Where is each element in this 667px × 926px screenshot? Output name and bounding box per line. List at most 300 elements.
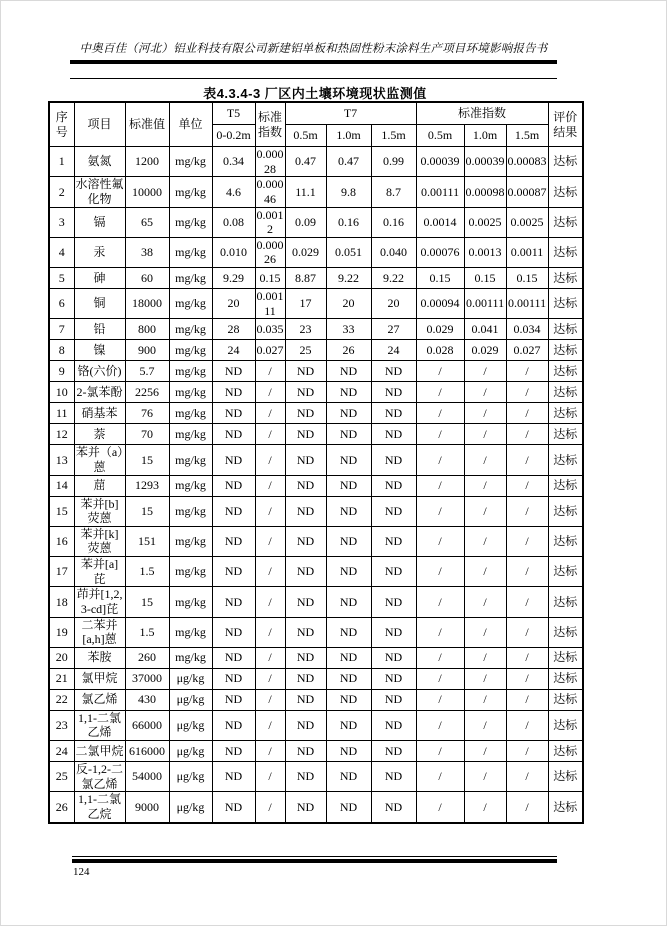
cell-idx_10: 0.00039 [464, 147, 506, 177]
cell-t5_idx: / [255, 668, 285, 689]
cell-t7_05: ND [285, 526, 326, 556]
cell-std: 1200 [125, 147, 169, 177]
cell-idx_15: / [506, 762, 548, 792]
cell-no: 11 [49, 403, 74, 424]
cell-t5_idx: 0.00028 [256, 147, 284, 176]
table-row [49, 445, 583, 475]
cell-idx_15: / [506, 496, 548, 526]
table-row [49, 268, 583, 289]
cell-item: 水溶性氟化物 [75, 177, 124, 206]
cell-t7_10: ND [326, 587, 371, 617]
table-row [49, 340, 583, 361]
cell-idx_15: / [506, 475, 548, 496]
cell-no: 26 [49, 792, 74, 823]
col-header-t7-05: 0.5m [285, 125, 326, 147]
cell-idx_05: 0.00094 [416, 289, 464, 319]
cell-t7_10: ND [326, 445, 371, 475]
cell-unit: mg/kg [169, 445, 212, 475]
cell-result: 达标 [548, 207, 583, 237]
cell-result: 达标 [548, 496, 583, 526]
cell-idx_05: 0.029 [416, 319, 464, 340]
table-row [49, 710, 583, 740]
cell-item: 砷 [74, 268, 125, 289]
cell-unit: mg/kg [169, 207, 212, 237]
cell-t5_idx: 0.035 [255, 319, 285, 340]
cell-t7_10: 0.051 [326, 237, 371, 267]
cell-std: 1.5 [125, 617, 169, 647]
cell-no: 23 [49, 710, 74, 740]
cell-t5_idx: 0.0012 [256, 207, 284, 237]
cell-result: 达标 [548, 382, 583, 403]
cell-t7_05: ND [285, 403, 326, 424]
cell-t7_05: 11.1 [285, 177, 326, 207]
cell-unit: mg/kg [169, 617, 212, 647]
cell-t5: ND [212, 445, 255, 475]
cell-result: 达标 [548, 403, 583, 424]
cell-idx_15: 0.034 [506, 319, 548, 340]
cell-idx_05: 0.00111 [416, 177, 464, 207]
cell-result: 达标 [548, 177, 583, 207]
cell-no: 9 [49, 361, 74, 382]
cell-item: 苯胺 [74, 647, 125, 668]
cell-item: 二苯并[a,h]蒽 [74, 617, 125, 647]
cell-t5: 24 [212, 340, 255, 361]
cell-no: 25 [49, 762, 74, 792]
cell-t5_idx: / [255, 496, 285, 526]
cell-idx_05: 0.0014 [416, 207, 464, 237]
cell-idx_15: 0.027 [506, 340, 548, 361]
cell-std: 65 [125, 207, 169, 237]
cell-t7_15: ND [371, 557, 416, 587]
cell-no: 15 [49, 496, 74, 526]
cell-t7_15: ND [371, 445, 416, 475]
cell-result: 达标 [548, 147, 583, 177]
cell-std: 15 [125, 587, 169, 617]
cell-t5: ND [212, 496, 255, 526]
cell-idx_15: / [506, 424, 548, 445]
cell-std: 15 [125, 445, 169, 475]
cell-result: 达标 [548, 526, 583, 556]
col-header-t5-depth: 0-0.2m [212, 125, 255, 147]
cell-no: 14 [49, 475, 74, 496]
cell-t7_15: ND [371, 587, 416, 617]
cell-result: 达标 [548, 289, 583, 319]
table-row [49, 361, 583, 382]
cell-idx_10: 0.15 [464, 268, 506, 289]
col-header-t7-10: 1.0m [326, 125, 371, 147]
cell-t5_idx: / [255, 710, 285, 740]
cell-t7_10: 26 [326, 340, 371, 361]
cell-idx_15: / [506, 382, 548, 403]
cell-idx_10: / [464, 587, 506, 617]
cell-no: 6 [49, 289, 74, 319]
table-row [49, 496, 583, 526]
table-head [49, 102, 583, 147]
table-row [49, 526, 583, 556]
cell-result: 达标 [548, 268, 583, 289]
cell-t5: 20 [212, 289, 255, 319]
cell-idx_05: 0.15 [416, 268, 464, 289]
cell-std: 70 [125, 424, 169, 445]
cell-idx_05: / [416, 403, 464, 424]
cell-idx_15: 0.00111 [506, 289, 548, 319]
cell-no: 21 [49, 668, 74, 689]
cell-t5: ND [212, 792, 255, 823]
cell-no: 5 [49, 268, 74, 289]
cell-no: 1 [49, 147, 74, 177]
cell-idx_10: / [464, 424, 506, 445]
cell-unit: μg/kg [169, 668, 212, 689]
cell-no: 20 [49, 647, 74, 668]
cell-item: 氯乙烯 [74, 689, 125, 710]
cell-t7_15: ND [371, 526, 416, 556]
cell-t7_10: ND [326, 689, 371, 710]
cell-no: 2 [49, 177, 74, 207]
cell-result: 达标 [548, 361, 583, 382]
cell-idx_15: / [506, 557, 548, 587]
cell-t7_15: ND [371, 475, 416, 496]
table-row [49, 617, 583, 647]
col-header-idx-05: 0.5m [416, 125, 464, 147]
cell-t7_15: 0.99 [371, 147, 416, 177]
cell-result: 达标 [548, 689, 583, 710]
cell-unit: mg/kg [169, 557, 212, 587]
cell-no: 12 [49, 424, 74, 445]
cell-t5: 9.29 [212, 268, 255, 289]
cell-t5_idx: / [255, 445, 285, 475]
cell-idx_10: / [464, 647, 506, 668]
cell-idx_05: / [416, 361, 464, 382]
cell-t5_idx: / [255, 792, 285, 823]
cell-idx_15: 0.15 [506, 268, 548, 289]
cell-idx_05: / [416, 668, 464, 689]
cell-t5_idx: / [255, 424, 285, 445]
header-row-1 [49, 102, 583, 125]
cell-t5: ND [212, 668, 255, 689]
cell-std: 900 [125, 340, 169, 361]
cell-t7_05: ND [285, 741, 326, 762]
cell-t7_05: ND [285, 617, 326, 647]
cell-t7_05: 8.87 [285, 268, 326, 289]
cell-idx_05: / [416, 617, 464, 647]
cell-std: 9000 [125, 792, 169, 823]
cell-t7_05: ND [285, 382, 326, 403]
cell-t7_05: 25 [285, 340, 326, 361]
cell-result: 达标 [548, 792, 583, 823]
cell-unit: mg/kg [169, 340, 212, 361]
cell-t7_10: 9.8 [326, 177, 371, 207]
cell-idx_15: 0.00087 [506, 177, 548, 207]
table-row [49, 647, 583, 668]
cell-t7_10: ND [326, 647, 371, 668]
cell-std: 10000 [125, 177, 169, 207]
cell-t7_05: ND [285, 424, 326, 445]
col-header-standard-index-t5: 标准指数 [255, 102, 285, 147]
cell-t7_05: ND [285, 668, 326, 689]
cell-std: 38 [125, 237, 169, 267]
cell-idx_10: / [464, 445, 506, 475]
table-row [49, 147, 583, 177]
cell-t5_idx: / [255, 617, 285, 647]
cell-t7_15: 8.7 [371, 177, 416, 207]
cell-t7_05: ND [285, 689, 326, 710]
cell-result: 达标 [548, 647, 583, 668]
table-row [49, 207, 583, 237]
cell-item: 萘 [74, 424, 125, 445]
table-row [49, 668, 583, 689]
cell-std: 616000 [125, 741, 169, 762]
cell-item: 1,1-二氯乙烷 [74, 792, 125, 823]
cell-no: 13 [49, 445, 74, 475]
cell-unit: mg/kg [169, 496, 212, 526]
cell-idx_10: / [464, 617, 506, 647]
cell-t7_10: ND [326, 526, 371, 556]
cell-t7_15: 24 [371, 340, 416, 361]
cell-idx_05: / [416, 792, 464, 823]
cell-idx_05: / [416, 382, 464, 403]
cell-item: 二氯甲烷 [74, 741, 125, 762]
header-rule-thick [70, 60, 557, 64]
cell-std: 1293 [125, 475, 169, 496]
cell-idx_15: / [506, 361, 548, 382]
cell-result: 达标 [548, 557, 583, 587]
cell-item: 反-1,2-二氯乙烯 [76, 762, 123, 791]
cell-std: 151 [125, 526, 169, 556]
cell-t5_idx: / [255, 403, 285, 424]
table-row [49, 424, 583, 445]
table-row [49, 557, 583, 587]
cell-result: 达标 [548, 319, 583, 340]
cell-no: 17 [49, 557, 74, 587]
cell-no: 24 [49, 741, 74, 762]
cell-unit: mg/kg [169, 361, 212, 382]
cell-t7_10: ND [326, 741, 371, 762]
cell-item: 氨氮 [74, 147, 125, 177]
cell-idx_15: / [506, 403, 548, 424]
cell-t7_10: ND [326, 710, 371, 740]
cell-t7_10: ND [326, 557, 371, 587]
cell-t5_idx: / [255, 741, 285, 762]
cell-result: 达标 [548, 475, 583, 496]
cell-no: 8 [49, 340, 74, 361]
cell-t5: ND [212, 617, 255, 647]
cell-no: 18 [49, 587, 74, 617]
cell-unit: mg/kg [169, 289, 212, 319]
cell-idx_10: / [464, 403, 506, 424]
cell-item: 1,1-二氯乙烯 [74, 710, 125, 740]
cell-idx_05: / [416, 647, 464, 668]
table-title: 表4.3.4-3 厂区内土壤环境现状监测值 [203, 86, 427, 101]
cell-idx_05: 0.028 [416, 340, 464, 361]
cell-t5_idx: / [255, 382, 285, 403]
cell-t7_05: ND [285, 496, 326, 526]
cell-item: 汞 [74, 237, 125, 267]
cell-idx_10: / [464, 792, 506, 823]
cell-unit: μg/kg [169, 792, 212, 823]
cell-result: 达标 [548, 710, 583, 740]
cell-t5: 0.34 [212, 147, 255, 177]
cell-t5_idx: / [255, 689, 285, 710]
cell-result: 达标 [548, 340, 583, 361]
col-header-t7: T7 [285, 102, 416, 125]
cell-t7_15: ND [371, 403, 416, 424]
footer-rule-thick [72, 859, 557, 863]
cell-std: 76 [125, 403, 169, 424]
cell-idx_05: / [416, 741, 464, 762]
col-header-unit: 单位 [169, 102, 212, 147]
cell-t5_idx: / [255, 361, 285, 382]
cell-item: 硝基苯 [74, 403, 125, 424]
cell-t7_05: ND [285, 587, 326, 617]
cell-t7_10: ND [326, 792, 371, 823]
cell-t7_15: ND [371, 689, 416, 710]
cell-t5: ND [212, 710, 255, 740]
cell-result: 达标 [548, 762, 583, 792]
cell-idx_10: / [464, 496, 506, 526]
cell-unit: mg/kg [169, 526, 212, 556]
cell-t5_idx: / [255, 557, 285, 587]
cell-t7_10: 9.22 [326, 268, 371, 289]
cell-item: 镉 [74, 207, 125, 237]
cell-std: 37000 [125, 668, 169, 689]
cell-item: 苯并[a]芘 [74, 557, 125, 587]
cell-unit: μg/kg [169, 689, 212, 710]
col-header-no: 序号 [49, 102, 74, 147]
cell-std: 54000 [125, 762, 169, 792]
cell-no: 22 [49, 689, 74, 710]
cell-idx_10: / [464, 762, 506, 792]
cell-std: 60 [125, 268, 169, 289]
cell-idx_05: / [416, 557, 464, 587]
cell-result: 达标 [548, 237, 583, 267]
cell-t7_15: ND [371, 424, 416, 445]
cell-t5: ND [212, 424, 255, 445]
cell-no: 3 [49, 207, 74, 237]
cell-t5_idx: 0.00111 [256, 289, 284, 318]
cell-t7_10: 0.16 [326, 207, 371, 237]
cell-item: 铬(六价) [74, 361, 125, 382]
cell-t5_idx: / [255, 526, 285, 556]
cell-idx_05: / [416, 445, 464, 475]
cell-t7_10: 20 [326, 289, 371, 319]
cell-item: 氯甲烷 [74, 668, 125, 689]
cell-result: 达标 [548, 668, 583, 689]
cell-t5_idx: 0.027 [255, 340, 285, 361]
footer-rule-thin [72, 856, 557, 857]
cell-t7_05: ND [285, 361, 326, 382]
cell-idx_15: / [506, 668, 548, 689]
cell-t7_15: ND [371, 361, 416, 382]
cell-t7_15: ND [371, 496, 416, 526]
cell-unit: mg/kg [169, 424, 212, 445]
document-header-text: 中奥百佳（河北）铝业科技有限公司新建铝单板和热固性粉末涂料生产项目环境影响报告书 [79, 43, 548, 55]
cell-idx_15: / [506, 689, 548, 710]
cell-no: 10 [49, 382, 74, 403]
table-row [49, 382, 583, 403]
cell-idx_05: 0.00039 [416, 147, 464, 177]
cell-t7_10: ND [326, 382, 371, 403]
cell-t5: 4.6 [212, 177, 255, 207]
table-body [49, 147, 583, 823]
cell-idx_10: / [464, 668, 506, 689]
page-number: 124 [73, 866, 90, 878]
cell-t7_05: ND [285, 445, 326, 475]
cell-std: 1.5 [125, 557, 169, 587]
cell-t7_10: ND [326, 762, 371, 792]
cell-item: 苯并（a）蒽 [75, 445, 124, 474]
cell-t7_05: 23 [285, 319, 326, 340]
cell-idx_10: 0.029 [464, 340, 506, 361]
cell-idx_05: / [416, 496, 464, 526]
col-header-standard-index-t7: 标准指数 [416, 102, 548, 125]
cell-idx_10: / [464, 475, 506, 496]
cell-t7_05: ND [285, 710, 326, 740]
cell-t7_15: 9.22 [371, 268, 416, 289]
cell-idx_15: / [506, 710, 548, 740]
cell-t5_idx: / [255, 647, 285, 668]
cell-unit: mg/kg [169, 587, 212, 617]
cell-unit: μg/kg [169, 741, 212, 762]
cell-t7_15: 0.16 [371, 207, 416, 237]
cell-item: 䓛 [74, 475, 125, 496]
cell-t7_15: ND [371, 792, 416, 823]
col-header-item: 项目 [74, 102, 125, 147]
cell-idx_15: / [506, 587, 548, 617]
cell-t7_10: 33 [326, 319, 371, 340]
cell-idx_15: / [506, 617, 548, 647]
cell-t5: ND [212, 741, 255, 762]
col-header-result: 评价结果 [548, 102, 583, 147]
cell-t7_15: 27 [371, 319, 416, 340]
cell-result: 达标 [548, 424, 583, 445]
cell-item: 2-氯苯酚 [74, 382, 125, 403]
cell-idx_10: / [464, 526, 506, 556]
cell-t5_idx: / [255, 475, 285, 496]
cell-item: 铜 [74, 289, 125, 319]
cell-t7_10: ND [326, 475, 371, 496]
cell-std: 18000 [125, 289, 169, 319]
cell-result: 达标 [548, 445, 583, 475]
cell-idx_05: / [416, 689, 464, 710]
cell-t7_05: ND [285, 475, 326, 496]
cell-t7_05: ND [285, 557, 326, 587]
cell-t7_15: ND [371, 617, 416, 647]
cell-idx_05: / [416, 587, 464, 617]
cell-t7_05: ND [285, 792, 326, 823]
cell-idx_10: 0.00098 [464, 177, 506, 207]
cell-item: 镍 [74, 340, 125, 361]
cell-idx_05: / [416, 710, 464, 740]
cell-t7_10: ND [326, 496, 371, 526]
cell-idx_15: / [506, 647, 548, 668]
soil-monitoring-table [48, 101, 584, 824]
cell-t5: ND [212, 361, 255, 382]
cell-result: 达标 [548, 617, 583, 647]
cell-idx_05: / [416, 762, 464, 792]
cell-t7_05: 17 [285, 289, 326, 319]
cell-t5: 0.010 [212, 237, 255, 267]
cell-t7_10: ND [326, 668, 371, 689]
cell-result: 达标 [548, 587, 583, 617]
cell-idx_15: / [506, 792, 548, 823]
cell-idx_10: / [464, 382, 506, 403]
cell-unit: μg/kg [169, 762, 212, 792]
col-header-t7-15: 1.5m [371, 125, 416, 147]
table-row [49, 319, 583, 340]
cell-idx_15: 0.00083 [506, 147, 548, 177]
cell-std: 2256 [125, 382, 169, 403]
cell-t5: ND [212, 475, 255, 496]
